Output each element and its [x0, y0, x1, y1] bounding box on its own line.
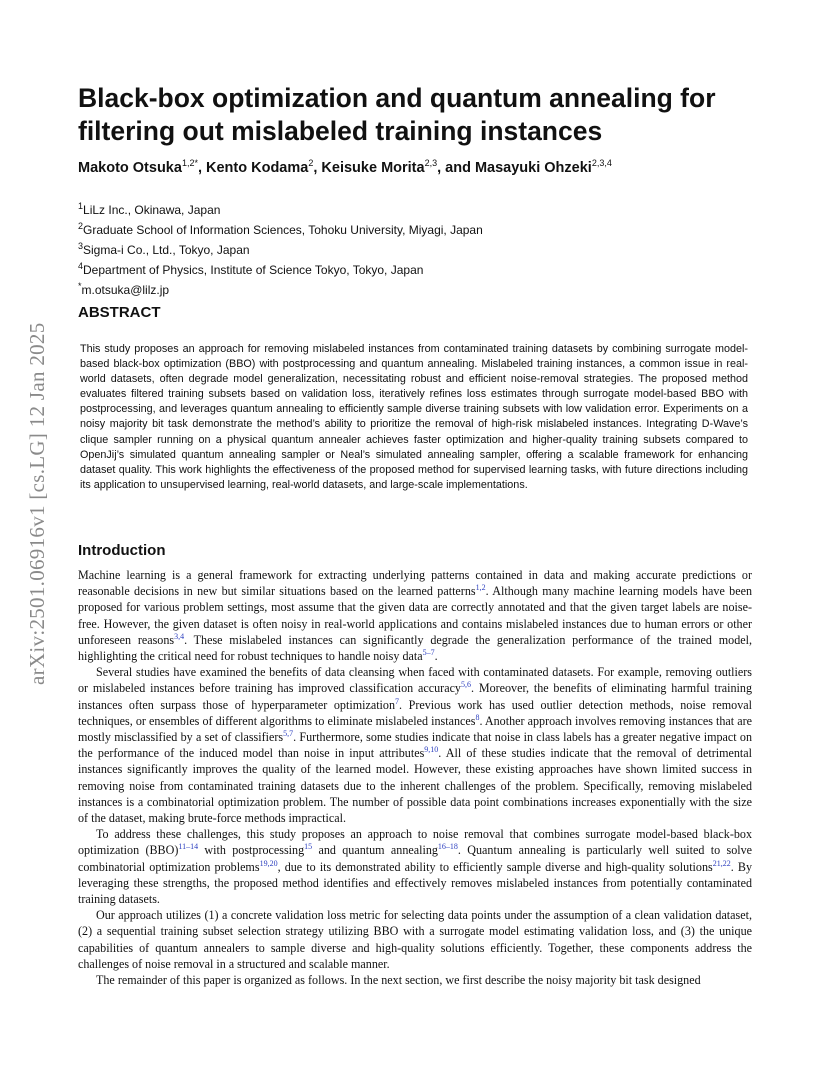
affiliation-list [78, 198, 778, 298]
author-list [78, 158, 778, 176]
author-affiliation-mark: 1,2* [181, 158, 198, 168]
body-paragraph [78, 826, 752, 907]
affiliation-line [78, 198, 778, 218]
citation-link[interactable]: 11–14 [178, 842, 199, 852]
paragraph-text: . Quantum annealing is particularly well suited to solve combinatorial optimization problems [78, 843, 753, 874]
citation-link[interactable]: 5,7 [283, 729, 294, 738]
author-name: Makoto Otsuka [78, 159, 182, 176]
paragraph-text: . All of these studies indicate that the removal of detrimental instances significantly improves the quality of the learned model. However, these existing approaches have shown limited success in removing noise from contaminated training datasets due to the inherent challenges of the problem. Specifically, removing mislabeled instances is a combinatorial optimization problem. The number of possible data point combinations increases exponentially with the size of the dataset, making brute-force methods impractical. [78, 746, 752, 826]
affiliation-text: Graduate School of Information Sciences, Tohoku University, Miyagi, Japan [83, 223, 483, 237]
paragraph-text: The remainder of this paper is organized as follows. In the next section, we first describe the noisy majority bit task designed [96, 973, 701, 988]
abstract-text: This study proposes an approach for removing mislabeled instances from contaminated training datasets by combining surrogate model-based black-box optimization (BBO) with postprocessing and quantum annealing. Mislabeled training instances, a common issue in real-world datasets, often degrade model generalization, necessitating robust and efficient noise-removal strategies. The proposed method evaluates filtered training subsets based on validation loss, iteratively refines loss estimates through surrogate model-based BBO with postprocessing, and leverages quantum annealing to efficiently sample diverse training subsets with low validation error. Experiments on a noisy majority bit task demonstrate the method’s ability to prioritize the removal of high-risk mislabeled instances. Integrating D-Wave’s clique sampler running on a physical quantum annealer achieves faster optimization and higher-quality training subsets compared to OpenJij’s simulated quantum annealing sampler or Neal’s simulated annealing sampler, offering a scalable framework for enhancing dataset quality. This work highlights the effectiveness of the proposed method for supervised learning tasks, with future directions including its application to unsupervised learning, real-world datasets, and large-scale implementations. [80, 343, 748, 491]
author-separator: , [313, 159, 322, 176]
author-affiliation-mark: 2,3,4 [591, 158, 612, 168]
body-paragraph [78, 907, 752, 972]
paragraph-text: . Furthermore, some studies indicate that noise in class labels has a greater negative impact on the performance of the induced model than noise in input attributes [78, 730, 753, 761]
citation-link[interactable]: 21,22 [712, 858, 731, 868]
affiliation-text: LiLz Inc., Okinawa, Japan [83, 203, 221, 217]
paper-title: Black-box optimization and quantum annealing for filtering out mislabeled training instances [78, 83, 716, 146]
affiliation-mark: * [78, 281, 82, 291]
arxiv-identifier: arXiv:2501.06916v1 [cs.LG] 12 Jan 2025 [25, 322, 49, 685]
author-separator: , [197, 159, 207, 176]
affiliation-line [78, 258, 778, 278]
paragraph-text: . Previous work has used outlier detection methods, noise removal techniques, or ensembles of different algorithms to eliminate mislabeled instances [78, 697, 752, 728]
citation-link[interactable]: 19,20 [259, 858, 278, 868]
citation-link[interactable]: 7 [395, 696, 400, 706]
affiliation-line [78, 218, 778, 238]
author-name: Keisuke Morita [321, 159, 425, 176]
author-affiliation-mark: 2 [308, 158, 314, 168]
paragraph-text: , due to its demonstrated ability to efficiently sample diverse and high-quality solutions [277, 859, 713, 874]
affiliation-mark: 4 [78, 261, 84, 271]
affiliation-mark: 3 [78, 241, 84, 251]
paragraph-text: . Another approach involves removing instances that are mostly misclassified by a set of classifiers [78, 713, 752, 745]
author-name: Kento Kodama [206, 159, 309, 176]
author-separator: , and [437, 159, 475, 176]
introduction-heading: Introduction [78, 542, 166, 559]
paragraph-text: with postprocessing [198, 843, 305, 858]
paragraph-text: To address these challenges, this study proposes an approach to noise removal that combines surrogate model-based black-box optimization (BBO) [78, 827, 752, 858]
paragraph-text: Our approach utilizes (1) a concrete validation loss metric for selecting data points under the assumption of a clean validation dataset, (2) a sequential training subset selection strategy utilizing BBO with a surrogate model estimating validation loss, and (3) the unique capabilities of quantum annealers to sample diverse and high-quality solutions efficiently. Together, these components address the challenges of noise removal in a structured and scalable manner. [78, 908, 752, 971]
author-name: Masayuki Ohzeki [474, 159, 592, 176]
body-paragraph [78, 567, 752, 664]
citation-link[interactable]: 5,6 [460, 680, 471, 690]
citation-link[interactable]: 8 [475, 712, 480, 722]
affiliation-text: Department of Physics, Institute of Science Tokyo, Tokyo, Japan [83, 263, 424, 277]
citation-link[interactable]: 1,2 [475, 583, 486, 593]
paragraph-text: . Moreover, the benefits of eliminating harmful training instances often surpass those of hyperparameter optimization [78, 681, 752, 712]
paragraph-text: . Although many machine learning models have been proposed for various problem settings, most assume that the given data are correctly annotated and that the given target labels are noise-free. However, the given dataset is often noisy in real-world applications and contains mislabeled instances due to human errors or other unforeseen reasons [78, 584, 753, 647]
citation-link[interactable]: 5–7 [422, 647, 435, 657]
citation-link[interactable]: 16–18 [437, 842, 458, 852]
affiliation-line[interactable] [78, 278, 778, 298]
affiliation-line [78, 238, 778, 258]
affiliation-text: m.otsuka@lilz.jp [81, 283, 170, 297]
abstract-heading: ABSTRACT [78, 304, 161, 321]
body-paragraph [78, 664, 752, 826]
paragraph-text: . These mislabeled instances can significantly degrade the generalization performance of the trained model, highlighting the critical need for robust techniques to handle noisy data [78, 632, 752, 664]
author-affiliation-mark: 2,3 [424, 158, 438, 168]
citation-link[interactable]: 15 [304, 842, 313, 852]
paragraph-text: . [434, 649, 438, 664]
citation-link[interactable]: 3,4 [174, 631, 185, 641]
paragraph-text: Several studies have examined the benefits of data cleansing when faced with contaminated datasets. For example, removing outliers or mislabeled instances before training has improved classification accuracy [78, 665, 752, 696]
affiliation-text: Sigma-i Co., Ltd., Tokyo, Japan [83, 243, 250, 257]
paragraph-text: Machine learning is a general framework for extracting underlying patterns contained in data and making accurate predictions or reasonable decisions in new but similar situations based on the learned patterns [78, 568, 752, 599]
paragraph-text: . By leveraging these strengths, the proposed method identifies and effectively removes mislabeled instances from potentially contaminated training datasets. [78, 859, 752, 907]
citation-link[interactable]: 9,10 [424, 745, 439, 755]
body-paragraph [78, 972, 752, 988]
affiliation-mark: 1 [78, 201, 84, 211]
paragraph-text: and quantum annealing [312, 843, 438, 858]
introduction-body [78, 567, 752, 988]
affiliation-mark: 2 [78, 221, 84, 231]
